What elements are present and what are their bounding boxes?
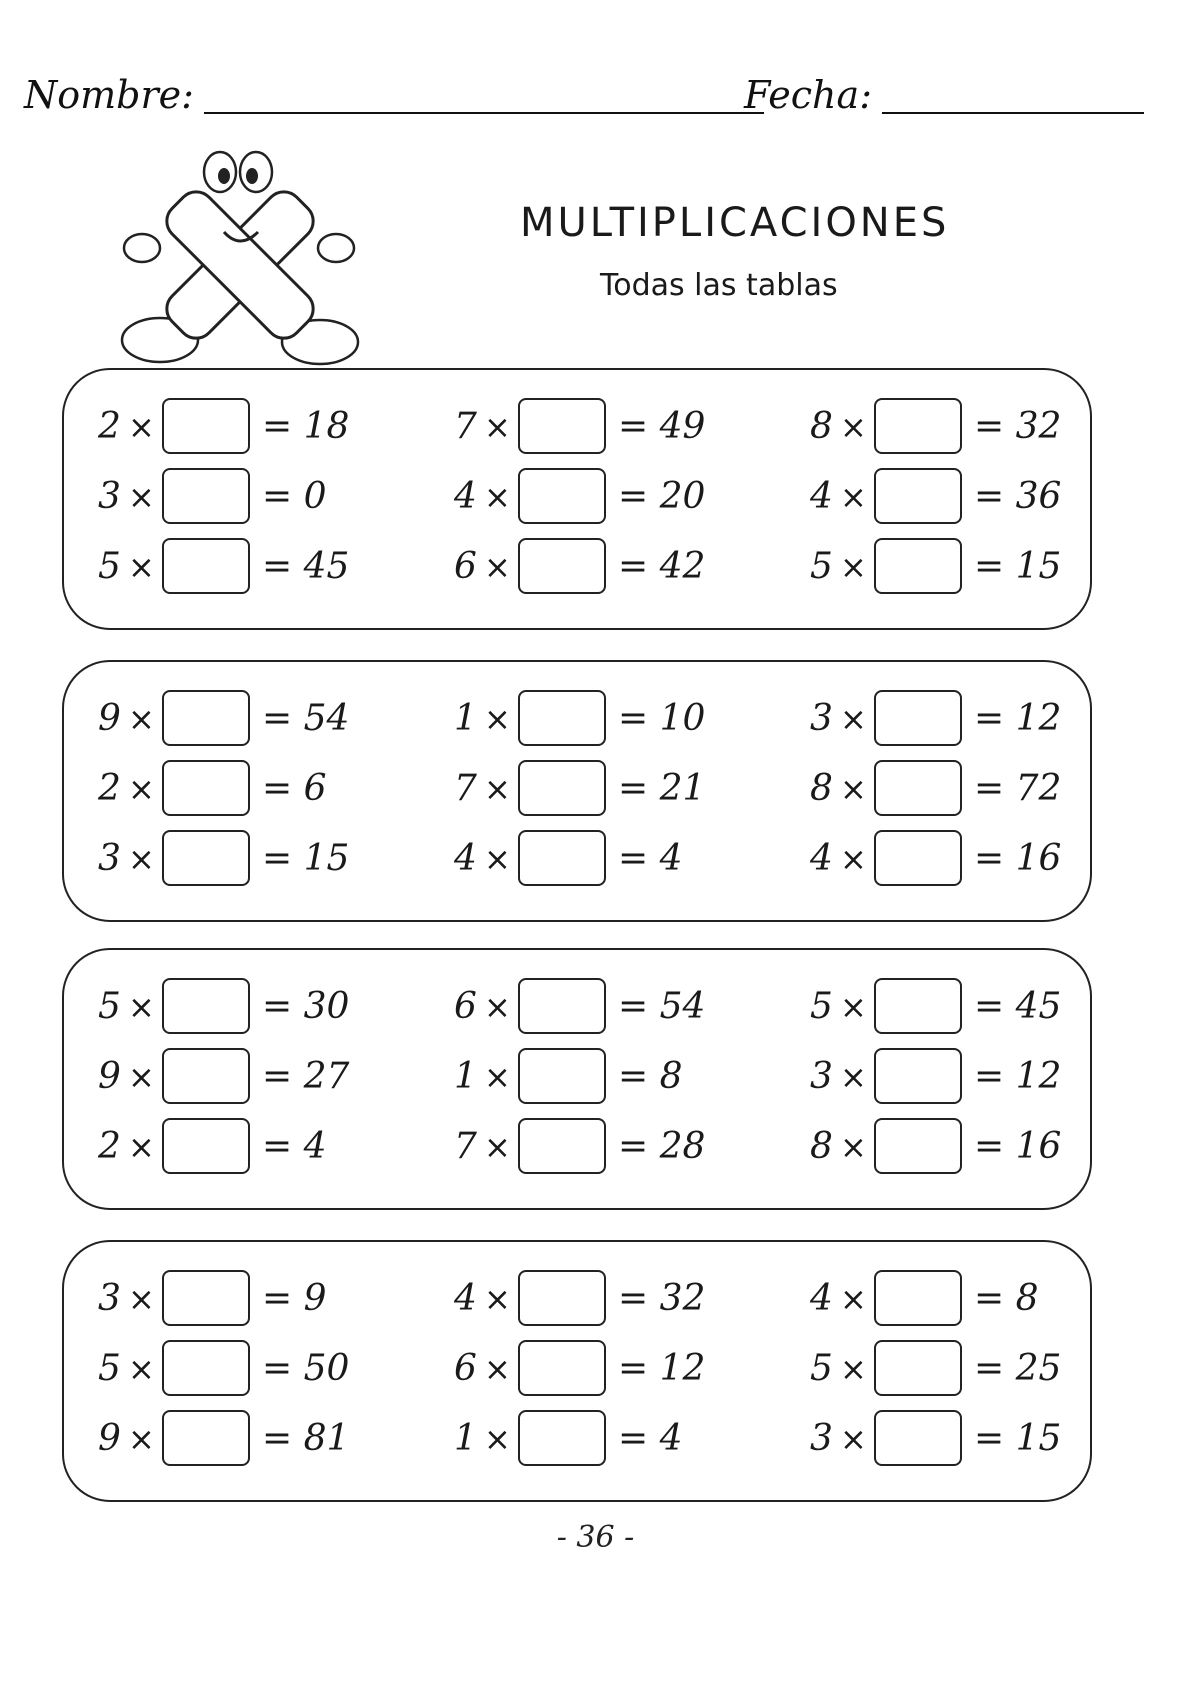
multiplication-problem: [98, 1266, 438, 1332]
date-label: Fecha:: [744, 73, 872, 117]
result: = 10: [618, 698, 706, 739]
answer-box[interactable]: [518, 1270, 606, 1326]
multiplication-problem: [98, 1406, 438, 1472]
factor: 9: [98, 1418, 121, 1459]
answer-box[interactable]: [874, 690, 962, 746]
factor: 1: [454, 698, 477, 739]
factor: 6: [454, 986, 477, 1027]
result: = 20: [618, 476, 706, 517]
result: = 25: [974, 1348, 1062, 1389]
multiplication-problem: [454, 1406, 794, 1472]
result: = 4: [262, 1126, 327, 1167]
multiplication-problem: [810, 464, 1150, 530]
exercise-block: [62, 948, 1092, 1210]
factor: 3: [98, 476, 121, 517]
page-number: - 36 -: [556, 1520, 635, 1555]
answer-box[interactable]: [518, 978, 606, 1034]
multiplication-problem: [810, 1114, 1150, 1180]
multiplication-problem: [454, 756, 794, 822]
factor: 3: [810, 698, 833, 739]
factor: 1: [454, 1418, 477, 1459]
result: = 9: [262, 1278, 327, 1319]
answer-box[interactable]: [518, 468, 606, 524]
multiplication-problem: [810, 686, 1150, 752]
times-icon: ×: [840, 1350, 867, 1388]
answer-box[interactable]: [874, 1048, 962, 1104]
exercise-row: [64, 686, 1090, 752]
name-label: Nombre:: [24, 73, 194, 117]
result: = 4: [618, 1418, 683, 1459]
exercise-row: [64, 1406, 1090, 1472]
exercise-row: [64, 826, 1090, 892]
result: = 4: [618, 838, 683, 879]
times-icon: ×: [128, 988, 155, 1026]
times-icon: ×: [128, 408, 155, 446]
factor: 1: [454, 1056, 477, 1097]
worksheet-header: [24, 70, 1144, 120]
factor: 4: [810, 838, 833, 879]
result: = 15: [974, 1418, 1062, 1459]
factor: 4: [810, 476, 833, 517]
factor: 7: [454, 768, 477, 809]
answer-box[interactable]: [874, 1118, 962, 1174]
multiplication-problem: [98, 686, 438, 752]
answer-box[interactable]: [162, 830, 250, 886]
factor: 5: [98, 986, 121, 1027]
result: = 0: [262, 476, 327, 517]
result: = 32: [974, 406, 1062, 447]
answer-box[interactable]: [162, 1118, 250, 1174]
answer-box[interactable]: [874, 760, 962, 816]
answer-box[interactable]: [162, 468, 250, 524]
result: = 15: [262, 838, 350, 879]
result: = 18: [262, 406, 350, 447]
multiplication-problem: [98, 1114, 438, 1180]
result: = 12: [974, 698, 1062, 739]
factor: 5: [98, 1348, 121, 1389]
answer-box[interactable]: [518, 1410, 606, 1466]
answer-box[interactable]: [518, 398, 606, 454]
factor: 8: [810, 768, 833, 809]
multiplication-problem: [810, 826, 1150, 892]
result: = 54: [262, 698, 350, 739]
multiplication-problem: [98, 826, 438, 892]
result: = 45: [262, 546, 350, 587]
times-icon: ×: [840, 1128, 867, 1166]
factor: 2: [98, 768, 121, 809]
factor: 6: [454, 546, 477, 587]
multiplication-problem: [810, 974, 1150, 1040]
result: = 28: [618, 1126, 706, 1167]
answer-box[interactable]: [162, 690, 250, 746]
exercise-row: [64, 1114, 1090, 1180]
result: = 12: [618, 1348, 706, 1389]
factor: 2: [98, 406, 121, 447]
answer-box[interactable]: [874, 398, 962, 454]
exercise-row: [64, 756, 1090, 822]
times-icon: ×: [128, 1058, 155, 1096]
times-icon: ×: [484, 548, 511, 586]
result: = 30: [262, 986, 350, 1027]
factor: 4: [810, 1278, 833, 1319]
times-icon: ×: [840, 1058, 867, 1096]
times-icon: ×: [484, 1350, 511, 1388]
answer-box[interactable]: [162, 1410, 250, 1466]
result: = 45: [974, 986, 1062, 1027]
multiplication-problem: [454, 464, 794, 530]
answer-box[interactable]: [874, 978, 962, 1034]
answer-box[interactable]: [162, 760, 250, 816]
exercise-block: [62, 368, 1092, 630]
multiplication-problem: [810, 1336, 1150, 1402]
factor: 4: [454, 1278, 477, 1319]
result: = 42: [618, 546, 706, 587]
times-icon: ×: [484, 1058, 511, 1096]
result: = 49: [618, 406, 706, 447]
answer-box[interactable]: [518, 1340, 606, 1396]
answer-box[interactable]: [162, 538, 250, 594]
multiplication-problem: [98, 464, 438, 530]
multiplication-problem: [454, 1044, 794, 1110]
result: = 81: [262, 1418, 350, 1459]
answer-box[interactable]: [874, 1410, 962, 1466]
times-icon: ×: [840, 700, 867, 738]
result: = 54: [618, 986, 706, 1027]
times-icon: ×: [484, 1280, 511, 1318]
factor: 3: [810, 1418, 833, 1459]
answer-box[interactable]: [518, 1048, 606, 1104]
factor: 5: [98, 546, 121, 587]
result: = 16: [974, 1126, 1062, 1167]
multiplication-mascot-icon: [120, 150, 360, 380]
result: = 32: [618, 1278, 706, 1319]
answer-box[interactable]: [518, 690, 606, 746]
multiplication-problem: [454, 686, 794, 752]
answer-box[interactable]: [874, 538, 962, 594]
multiplication-problem: [454, 394, 794, 460]
times-icon: ×: [840, 408, 867, 446]
times-icon: ×: [128, 770, 155, 808]
times-icon: ×: [128, 700, 155, 738]
multiplication-problem: [810, 394, 1150, 460]
factor: 5: [810, 546, 833, 587]
factor: 8: [810, 1126, 833, 1167]
answer-box[interactable]: [518, 538, 606, 594]
answer-box[interactable]: [518, 760, 606, 816]
multiplication-problem: [98, 394, 438, 460]
factor: 3: [98, 1278, 121, 1319]
factor: 3: [98, 838, 121, 879]
exercise-row: [64, 974, 1090, 1040]
result: = 21: [618, 768, 706, 809]
result: = 50: [262, 1348, 350, 1389]
answer-box[interactable]: [874, 830, 962, 886]
answer-box[interactable]: [162, 978, 250, 1034]
times-icon: ×: [128, 1128, 155, 1166]
factor: 9: [98, 1056, 121, 1097]
factor: 4: [454, 476, 477, 517]
worksheet-subtitle: Todas las tablas: [600, 268, 838, 303]
times-icon: ×: [128, 1420, 155, 1458]
times-icon: ×: [128, 840, 155, 878]
times-icon: ×: [484, 1420, 511, 1458]
multiplication-problem: [810, 1266, 1150, 1332]
multiplication-problem: [454, 1266, 794, 1332]
times-icon: ×: [128, 548, 155, 586]
exercise-row: [64, 1336, 1090, 1402]
worksheet-title: MULTIPLICACIONES: [520, 200, 950, 246]
factor: 2: [98, 1126, 121, 1167]
answer-box[interactable]: [162, 1048, 250, 1104]
times-icon: ×: [484, 408, 511, 446]
factor: 8: [810, 406, 833, 447]
factor: 4: [454, 838, 477, 879]
result: = 72: [974, 768, 1062, 809]
result: = 27: [262, 1056, 350, 1097]
answer-box[interactable]: [162, 398, 250, 454]
multiplication-problem: [810, 534, 1150, 600]
times-icon: ×: [484, 478, 511, 516]
answer-box[interactable]: [874, 1270, 962, 1326]
result: = 8: [974, 1278, 1039, 1319]
answer-box[interactable]: [162, 1270, 250, 1326]
times-icon: ×: [484, 1128, 511, 1166]
factor: 7: [454, 406, 477, 447]
factor: 3: [810, 1056, 833, 1097]
multiplication-problem: [98, 1044, 438, 1110]
times-icon: ×: [840, 1280, 867, 1318]
factor: 5: [810, 1348, 833, 1389]
factor: 5: [810, 986, 833, 1027]
multiplication-problem: [98, 974, 438, 1040]
times-icon: ×: [840, 478, 867, 516]
times-icon: ×: [840, 548, 867, 586]
multiplication-problem: [454, 1336, 794, 1402]
exercise-row: [64, 394, 1090, 460]
multiplication-problem: [98, 756, 438, 822]
times-icon: ×: [840, 840, 867, 878]
date-field[interactable]: [882, 112, 1144, 114]
result: = 15: [974, 546, 1062, 587]
times-icon: ×: [484, 700, 511, 738]
times-icon: ×: [840, 988, 867, 1026]
multiplication-problem: [810, 1044, 1150, 1110]
times-icon: ×: [484, 988, 511, 1026]
times-icon: ×: [484, 840, 511, 878]
times-icon: ×: [128, 478, 155, 516]
answer-box[interactable]: [518, 830, 606, 886]
times-icon: ×: [840, 1420, 867, 1458]
times-icon: ×: [840, 770, 867, 808]
multiplication-problem: [98, 1336, 438, 1402]
answer-box[interactable]: [874, 468, 962, 524]
exercise-row: [64, 534, 1090, 600]
name-field[interactable]: [204, 112, 764, 114]
multiplication-problem: [98, 534, 438, 600]
result: = 8: [618, 1056, 683, 1097]
factor: 6: [454, 1348, 477, 1389]
multiplication-problem: [810, 1406, 1150, 1472]
multiplication-problem: [454, 974, 794, 1040]
exercise-row: [64, 464, 1090, 530]
exercise-block: [62, 1240, 1092, 1502]
factor: 9: [98, 698, 121, 739]
result: = 16: [974, 838, 1062, 879]
result: = 36: [974, 476, 1062, 517]
result: = 12: [974, 1056, 1062, 1097]
times-icon: ×: [484, 770, 511, 808]
exercise-row: [64, 1266, 1090, 1332]
times-icon: ×: [128, 1350, 155, 1388]
answer-box[interactable]: [162, 1340, 250, 1396]
exercise-row: [64, 1044, 1090, 1110]
multiplication-problem: [454, 1114, 794, 1180]
exercise-block: [62, 660, 1092, 922]
times-icon: ×: [128, 1280, 155, 1318]
answer-box[interactable]: [518, 1118, 606, 1174]
factor: 7: [454, 1126, 477, 1167]
multiplication-problem: [810, 756, 1150, 822]
multiplication-problem: [454, 826, 794, 892]
multiplication-problem: [454, 534, 794, 600]
result: = 6: [262, 768, 327, 809]
answer-box[interactable]: [874, 1340, 962, 1396]
